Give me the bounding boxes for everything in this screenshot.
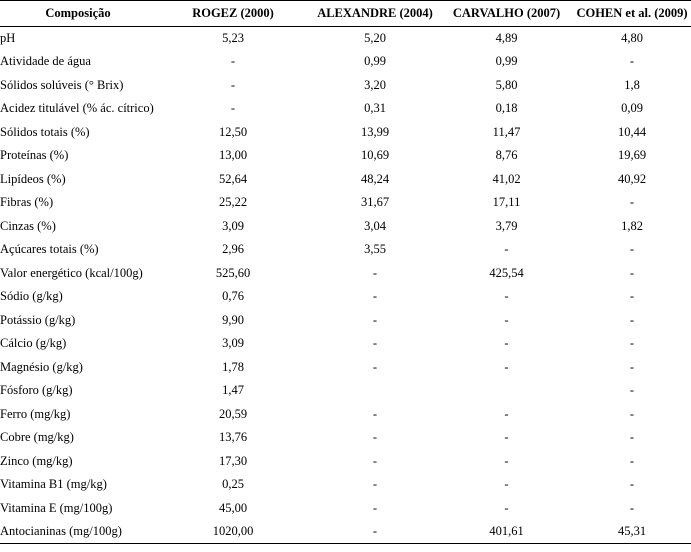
table-row [0,309,691,333]
table-row [0,144,691,168]
header-cell-alexandre: ALEXANDRE (2004) [310,1,440,27]
cell-carvalho-2007: 0,99 [495,54,518,69]
cell-alexandre-2004: - [372,359,378,374]
table-row [0,168,691,192]
row-label: Lipídeos (%) [0,171,66,186]
cell-cohen-2009: - [629,383,635,398]
header-cell-cohen: COHEN et al. (2009) [573,1,691,27]
row-label: Zinco (mg/kg) [0,453,73,468]
cell-alexandre-2004: - [372,289,378,304]
row-label: Fibras (%) [0,195,54,210]
row-label: Antocianinas (mg/100g) [0,520,156,544]
table-body [0,27,691,544]
table-row [0,332,691,356]
cell-rogez-2000: 9,90 [222,312,244,327]
cell-cohen-2009: - [629,336,635,351]
cell-cohen-2009: - [629,265,635,280]
row-label: Magnésio (g/kg) [0,359,83,374]
cell-cohen-2009: 4,80 [621,31,643,45]
cell-alexandre-2004: - [372,500,378,515]
cell-cohen-2009: - [629,289,635,304]
cell-alexandre-2004: - [310,520,440,544]
cell-alexandre-2004: 3,55 [364,242,386,257]
cell-cohen-2009: - [629,54,635,69]
cell-alexandre-2004 [310,379,440,403]
cell-cohen-2009: - [629,359,635,374]
cell-carvalho-2007: 41,02 [492,171,521,186]
table-row [0,450,691,474]
cell-cohen-2009: - [629,500,635,515]
cell-rogez-2000: 5,23 [222,31,244,45]
row-label: Cálcio (g/kg) [0,336,67,351]
row-label: Sólidos totais (%) [0,124,90,139]
cell-alexandre-2004: 10,69 [360,148,390,163]
cell-alexandre-2004: - [372,406,378,421]
header-cell-carvalho: CARVALHO (2007) [440,1,573,27]
cell-rogez-2000: 1,78 [222,359,244,374]
cell-rogez-2000: 0,76 [222,289,244,304]
cell-alexandre-2004: 3,20 [364,77,386,92]
cell-carvalho-2007: - [504,336,509,351]
cell-cohen-2009: 40,92 [617,171,647,186]
row-label: Açúcares totais (%) [0,242,99,257]
cell-carvalho-2007: 8,76 [495,148,518,163]
cell-carvalho-2007: 4,89 [495,31,518,45]
cell-alexandre-2004: - [372,336,378,351]
cell-carvalho-2007: 17,11 [492,195,521,210]
table-header [0,1,691,27]
cell-alexandre-2004: 5,20 [364,31,386,45]
table-row [0,121,691,145]
table-row [0,27,691,51]
cell-alexandre-2004: 3,04 [364,218,386,233]
cell-alexandre-2004: 31,67 [360,195,390,210]
cell-alexandre-2004: - [372,453,378,468]
cell-cohen-2009: 1,8 [624,77,640,92]
row-label: Vitamina E (mg/100g) [0,500,113,515]
cell-rogez-2000: 3,09 [222,336,244,351]
cell-carvalho-2007: 401,61 [440,520,573,544]
cell-rogez-2000: 3,09 [222,218,244,233]
table-row [0,262,691,286]
table-row [0,379,691,403]
table-row [0,215,691,239]
table-row [0,74,691,98]
table-row [0,356,691,380]
row-label: Valor energético (kcal/100g) [0,265,143,280]
cell-cohen-2009: 45,31 [573,520,691,544]
row-label: Acidez titulável (% ác. cítrico) [0,101,154,116]
cell-alexandre-2004: 0,31 [364,101,386,116]
cell-rogez-2000: 0,25 [222,477,244,492]
table-row [0,473,691,497]
cell-alexandre-2004: 0,99 [364,54,386,69]
cell-carvalho-2007: 425,54 [489,265,524,280]
table-row [0,238,691,262]
table-row [0,97,691,121]
row-label: Fósforo (g/kg) [0,383,73,398]
cell-carvalho-2007: - [504,312,509,327]
cell-alexandre-2004: - [372,312,378,327]
cell-carvalho-2007: - [504,453,509,468]
cell-cohen-2009: - [629,406,635,421]
row-label: Atividade de água [0,54,91,69]
row-label: Sólidos solúveis (° Brix) [0,77,124,92]
cell-rogez-2000: 12,50 [218,124,248,139]
cell-rogez-2000: - [230,77,236,92]
cell-carvalho-2007: - [504,477,509,492]
cell-alexandre-2004: 13,99 [360,124,390,139]
cell-carvalho-2007: - [504,406,509,421]
cell-rogez-2000: 525,60 [215,265,251,280]
cell-rogez-2000: 25,22 [218,195,248,210]
cell-rogez-2000: 1,47 [222,383,244,398]
cell-carvalho-2007: - [504,289,509,304]
cell-rogez-2000: 45,00 [218,500,248,515]
row-label: pH [0,31,16,45]
row-label: Potássio (g/kg) [0,312,76,327]
table-row [0,50,691,74]
header-cell-composicao: Composição [0,1,156,27]
table-row [0,426,691,450]
cell-rogez-2000: 52,64 [218,171,248,186]
cell-cohen-2009: - [629,312,635,327]
cell-rogez-2000: 13,00 [218,148,248,163]
cell-carvalho-2007: - [504,430,509,445]
row-label: Sódio (g/kg) [0,289,63,304]
cell-cohen-2009: - [629,477,635,492]
table-row [0,497,691,521]
cell-alexandre-2004: - [372,265,378,280]
cell-carvalho-2007: - [504,242,509,257]
cell-cohen-2009: - [629,430,635,445]
table-row [0,285,691,309]
cell-carvalho-2007: - [504,500,509,515]
cell-cohen-2009: - [629,242,635,257]
cell-rogez-2000: 20,59 [218,406,248,421]
cell-carvalho-2007: 11,47 [492,124,521,139]
cell-carvalho-2007: - [504,359,509,374]
row-label: Ferro (mg/kg) [0,406,71,421]
cell-carvalho-2007: 3,79 [495,218,518,233]
cell-carvalho-2007: 5,80 [495,77,518,92]
cell-cohen-2009: - [629,453,635,468]
cell-alexandre-2004: 48,24 [360,171,390,186]
cell-alexandre-2004: - [372,430,378,445]
cell-rogez-2000: 1020,00 [156,520,310,544]
cell-rogez-2000: 13,76 [218,430,248,445]
cell-rogez-2000: 17,30 [218,453,248,468]
header-cell-rogez: ROGEZ (2000) [156,1,310,27]
row-label: Cinzas (%) [0,218,56,233]
cell-cohen-2009: - [629,195,635,210]
cell-alexandre-2004: - [372,477,378,492]
cell-cohen-2009: 10,44 [617,124,647,139]
cell-carvalho-2007 [440,379,573,403]
row-label: Vitamina B1 (mg/kg) [0,477,107,492]
cell-cohen-2009: 19,69 [617,148,647,163]
header-row [0,1,691,27]
cell-carvalho-2007: 0,18 [495,101,518,116]
table-row [0,520,691,544]
row-label: Proteínas (%) [0,148,69,163]
row-label: Cobre (mg/kg) [0,430,74,445]
cell-cohen-2009: 0,09 [621,101,643,116]
cell-rogez-2000: - [230,54,236,69]
table-row [0,191,691,215]
cell-rogez-2000: - [230,101,236,116]
cell-rogez-2000: 2,96 [222,242,244,257]
cell-cohen-2009: 1,82 [621,218,643,233]
table-row [0,403,691,427]
